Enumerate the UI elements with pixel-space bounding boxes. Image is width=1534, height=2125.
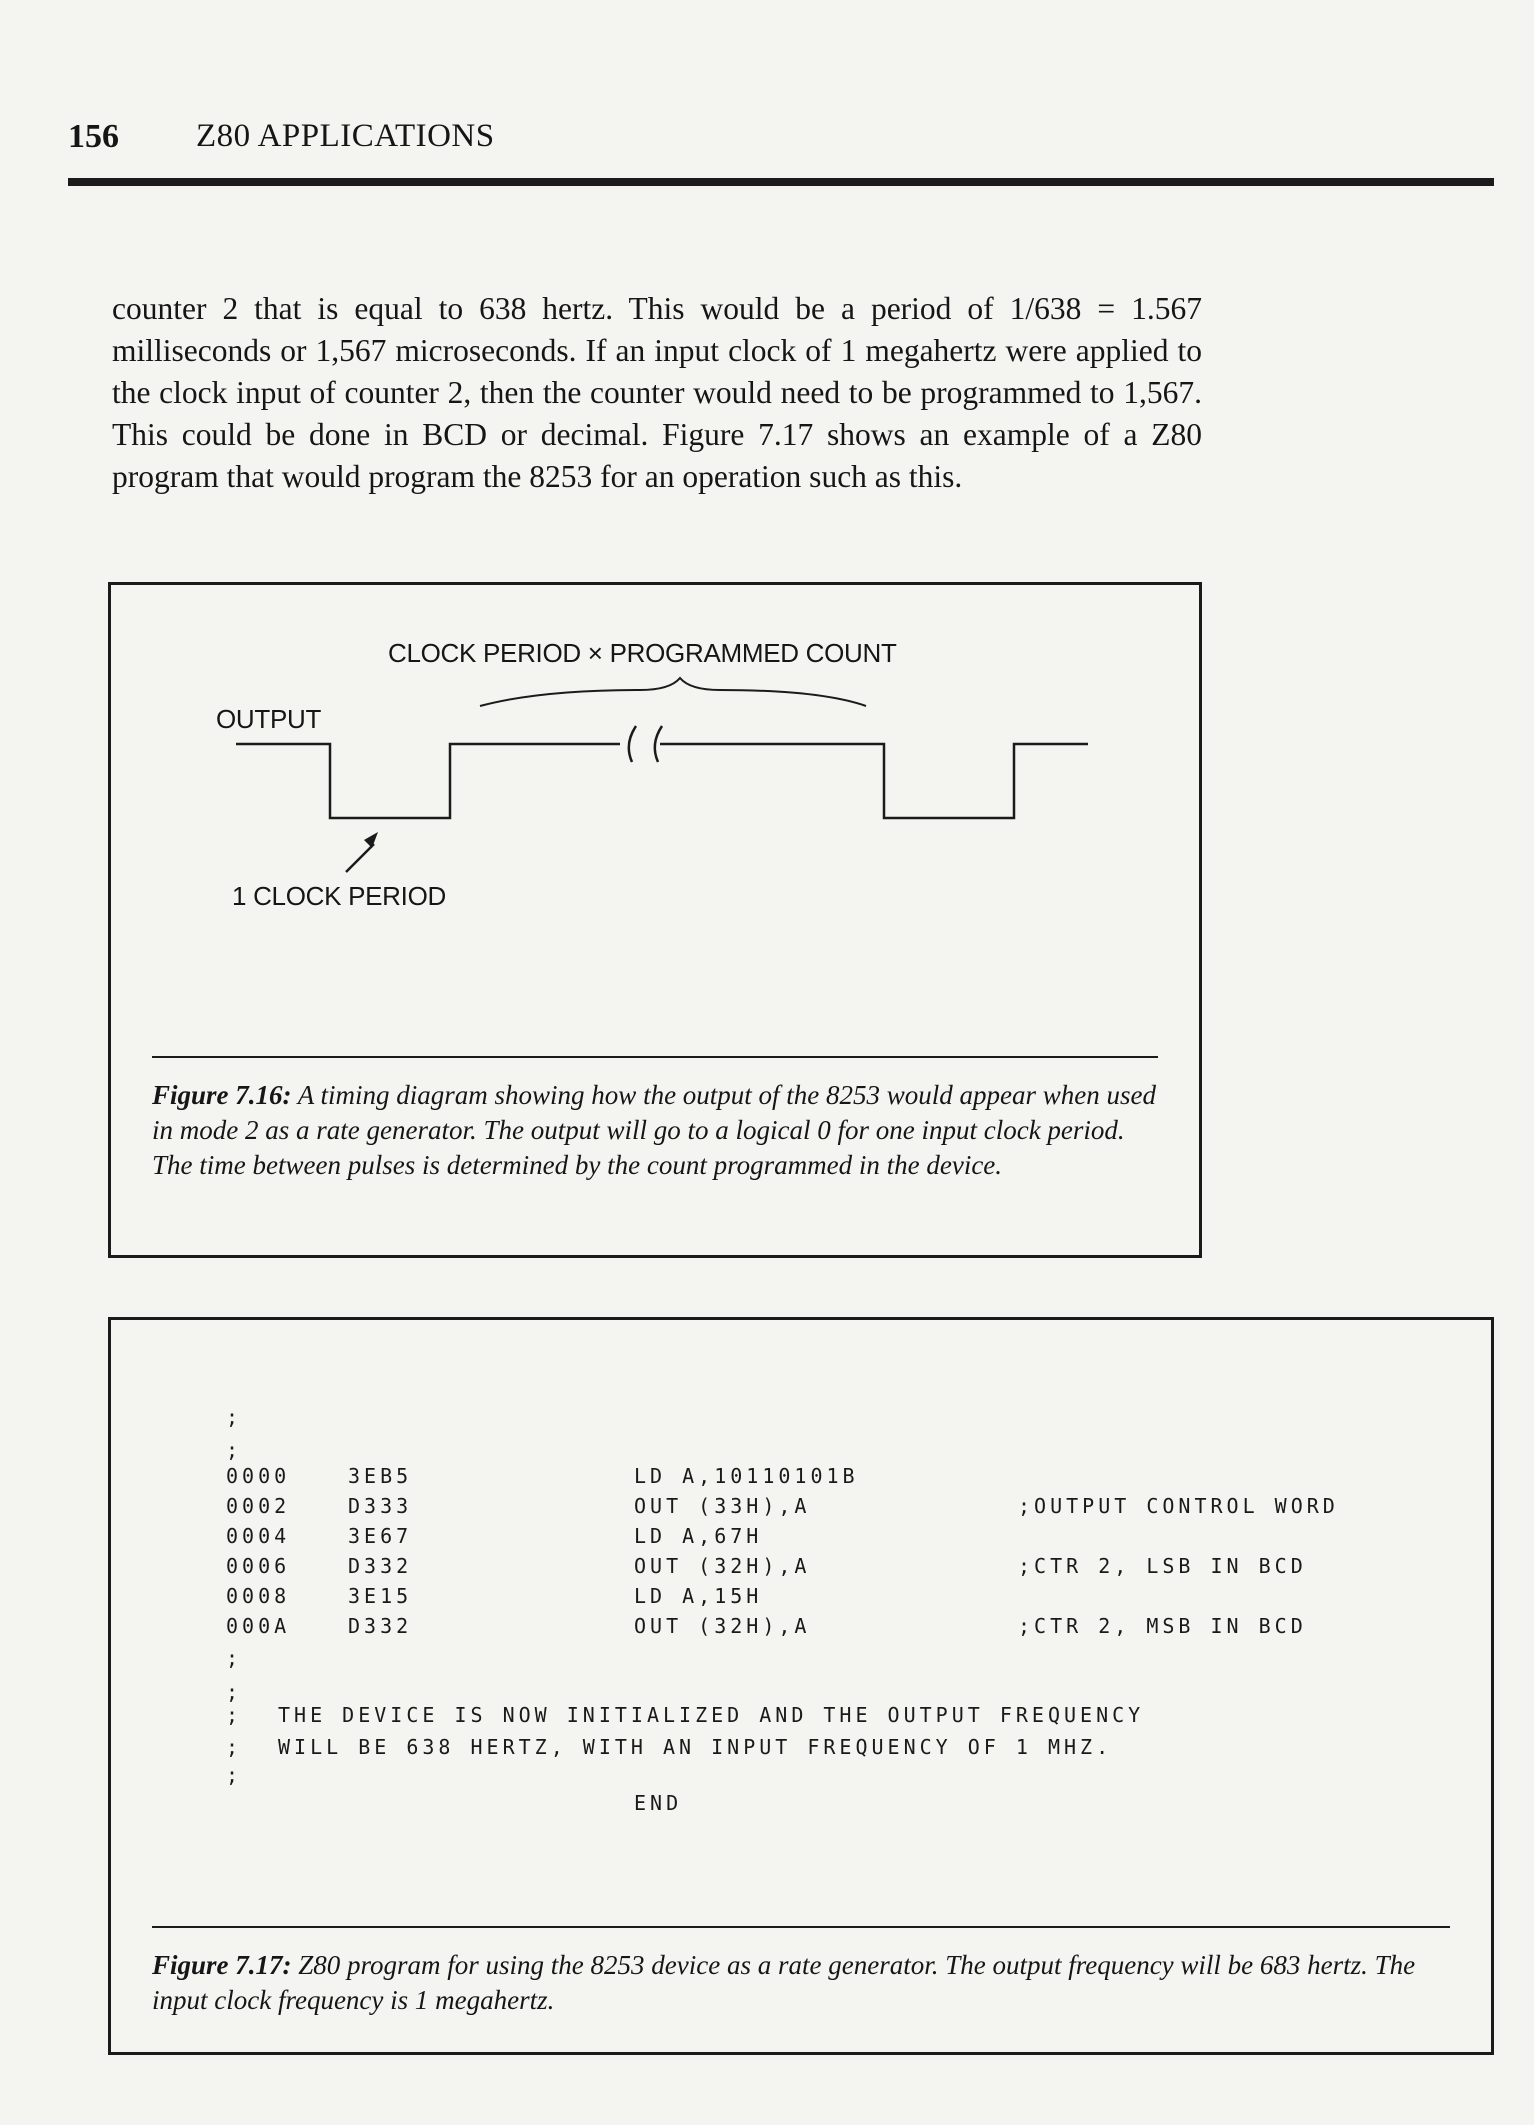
code-source: LD A,10110101B — [634, 1464, 859, 1488]
arrow-shaft — [346, 844, 374, 872]
waveform-left — [236, 744, 620, 818]
code-comment: ;CTR 2, LSB IN BCD — [1018, 1554, 1307, 1578]
code-address: 0008 — [226, 1584, 291, 1608]
figure-7-17-frame — [108, 1317, 1494, 2055]
figure-7-16-caption — [152, 1078, 1162, 1183]
clock-period-label: 1 CLOCK PERIOD — [232, 881, 446, 911]
code-end-line — [226, 1791, 683, 1863]
code-object: D332 — [348, 1614, 413, 1638]
caption-text: A timing diagram showing how the output of the 8253 would appear when used in mode 2 as a rate generator. The output will go to a logical 0 for one input clock period. The time between pulses is determined by the count programmed in the device. — [152, 1080, 1157, 1180]
caption-rule — [152, 1926, 1450, 1928]
code-source: LD A,67H — [634, 1524, 763, 1548]
clock-count-label: CLOCK PERIOD × PROGRAMMED COUNT — [388, 638, 897, 668]
caption-rule — [152, 1056, 1158, 1058]
code-note-prefix: ; — [226, 1703, 243, 1727]
code-object: D333 — [348, 1494, 413, 1518]
code-source: LD A,15H — [634, 1584, 763, 1608]
caption-text: Z80 program for using the 8253 device as a rate generator. The output frequency will be 683 hertz. The input clock frequency is 1 megahertz. — [152, 1950, 1416, 2015]
code-source: OUT (33H),A — [634, 1494, 811, 1518]
code-address: 0004 — [226, 1524, 291, 1548]
break-mark — [629, 726, 636, 762]
code-source: OUT (32H),A — [634, 1614, 811, 1638]
code-note-prefix: ; — [226, 1735, 243, 1759]
code-address: 000A — [226, 1614, 291, 1638]
figure-number: Figure 7.16: — [152, 1080, 292, 1110]
code-note-text: THE DEVICE IS NOW INITIALIZED AND THE OUTPUT FREQUENCY — [278, 1703, 1145, 1727]
waveform-right — [660, 744, 1088, 818]
code-address: ; — [226, 1438, 243, 1462]
body-paragraph: counter 2 that is equal to 638 hertz. This would be a period of 1/638 = 1.567 milliseconds or 1,567 microseconds. If an input clock of 1 megahertz were applied to the clock input of counter 2, then the counter would need to be programmed to 1,567. This could be done in BCD or decimal. Figure 7.17 shows an example of a Z80 program that would program the 8253 for an operation such as this. — [112, 291, 1202, 494]
code-object: 3EB5 — [348, 1464, 413, 1488]
count-brace — [480, 678, 866, 706]
running-header-title: Z80 APPLICATIONS — [196, 118, 495, 154]
code-note-text: WILL BE 638 HERTZ, WITH AN INPUT FREQUENCY OF 1 MHZ. — [278, 1735, 1113, 1759]
page-number: 156 — [68, 118, 119, 155]
figure-number: Figure 7.17: — [152, 1950, 292, 1980]
code-address: ; — [226, 1405, 243, 1429]
code-address: 0006 — [226, 1554, 291, 1578]
output-label: OUTPUT — [216, 704, 322, 734]
code-address: ; — [226, 1680, 243, 1704]
code-address: ; — [226, 1646, 243, 1670]
code-comment: ;CTR 2, MSB IN BCD — [1018, 1614, 1307, 1638]
code-object: 3E67 — [348, 1524, 413, 1548]
code-end: END — [634, 1791, 683, 1815]
code-source: OUT (32H),A — [634, 1554, 811, 1578]
code-address: 0000 — [226, 1464, 291, 1488]
code-object: 3E15 — [348, 1584, 413, 1608]
code-comment: ;OUTPUT CONTROL WORD — [1018, 1494, 1339, 1518]
arrow-head — [364, 832, 378, 848]
code-object: D332 — [348, 1554, 413, 1578]
code-address: 0002 — [226, 1494, 291, 1518]
figure-7-17-caption — [152, 1948, 1452, 2018]
code-note-prefix: ; — [226, 1763, 243, 1787]
